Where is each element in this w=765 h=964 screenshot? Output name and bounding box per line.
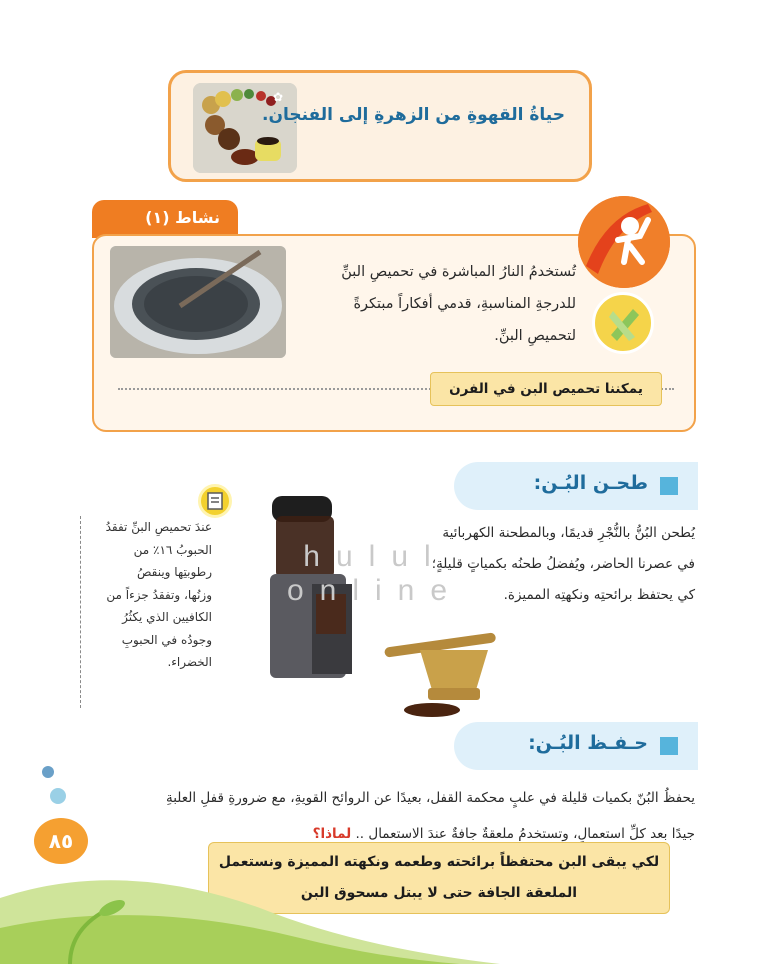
activity-line: تُستخدمُ النارُ المباشرة في تحميصِ البنِّ [341,264,576,280]
activity-answer[interactable]: يمكننا تحميص البن في الفرن [430,372,662,406]
paragraph-text: جيدًا بعد كلِّ استعمالٍ، وتستخدمُ ملعقةٌ جافةٌ عندَ الاستعمال .. [355,826,695,842]
side-note-line: الكافيين الذي يكثُرُ [122,610,212,624]
side-note-line: عندَ تحميصِ البنِّ تفقدُ [105,520,212,534]
answer-line: الملعقة الجافة حتى لا يبتل مسحوق البن [300,885,578,901]
paragraph-line: يُطحن البُنُّ بالنُّجْرِ قديمًا، وبالمطحنة الكهربائية [442,525,695,541]
section-square-icon [660,477,678,495]
flower-decoration [36,762,76,808]
activity-line: لتحميصِ البنِّ. [494,328,576,344]
section-title: طحـن البُـن: [533,472,648,494]
side-note-line: رطوبتِها وينقصُ [136,565,212,579]
section-header-grinding [454,462,698,510]
mortar-pestle-image [380,624,532,720]
page-number: ٨٥ [34,818,88,864]
note-icon [198,484,232,518]
lesson-title: حياةُ القهوةِ من الزهرةِ إلى الفنجان. [262,105,565,125]
watermark: hulul online [286,540,464,607]
side-note-line: الحبوبُ ١٦٪ من [133,542,212,557]
answer-line: لكي يبقى البن محتفظاً برائحته وطعمه ونكهته المميزة ونستعمل [218,854,660,870]
roasting-pan-photo [110,246,286,358]
side-note-line: الخضراء. [167,655,212,669]
title-banner [168,70,592,182]
activity-tab [92,200,238,238]
side-note-line: وجودُه في الحبوبِ [121,632,212,647]
activity-person-icon [578,196,670,288]
activity-question [296,256,576,352]
coffee-lifecycle-photo [193,83,297,173]
tools-icon [592,292,654,354]
section-square-icon [660,737,678,755]
side-note [80,516,212,708]
activity-tab-label: نشاط (١) [145,208,220,227]
paragraph-line: كي يحتفظ برائحتِه ونكهتِه المميزة. [503,587,695,603]
green-wave-decoration [0,838,765,964]
svg-text:✿: ✿ [272,90,283,104]
activity-line: للدرجةِ المناسبةِ، قدمي أفكاراً مبتكرةً [353,296,576,312]
side-note-line: وزنُها، وتفقدُ جزءاً من [106,587,212,602]
paragraph-line: يحفظُ البُنّ بكميات قليلة في علبٍ محكمة القفل، بعيدًا عن الروائح القويةِ، مع ضرورةِ قفلِ العلبةِ [165,790,695,806]
paragraph-line: في عصرنا الحاضر، ويُفضلُ طحنُه بكمياتٍ قليلةٍ؛ [431,556,695,572]
why-question: لماذا؟ [312,826,352,842]
section-header-preserve [454,722,698,770]
section-title: حـفـظ البُـن: [528,732,648,754]
